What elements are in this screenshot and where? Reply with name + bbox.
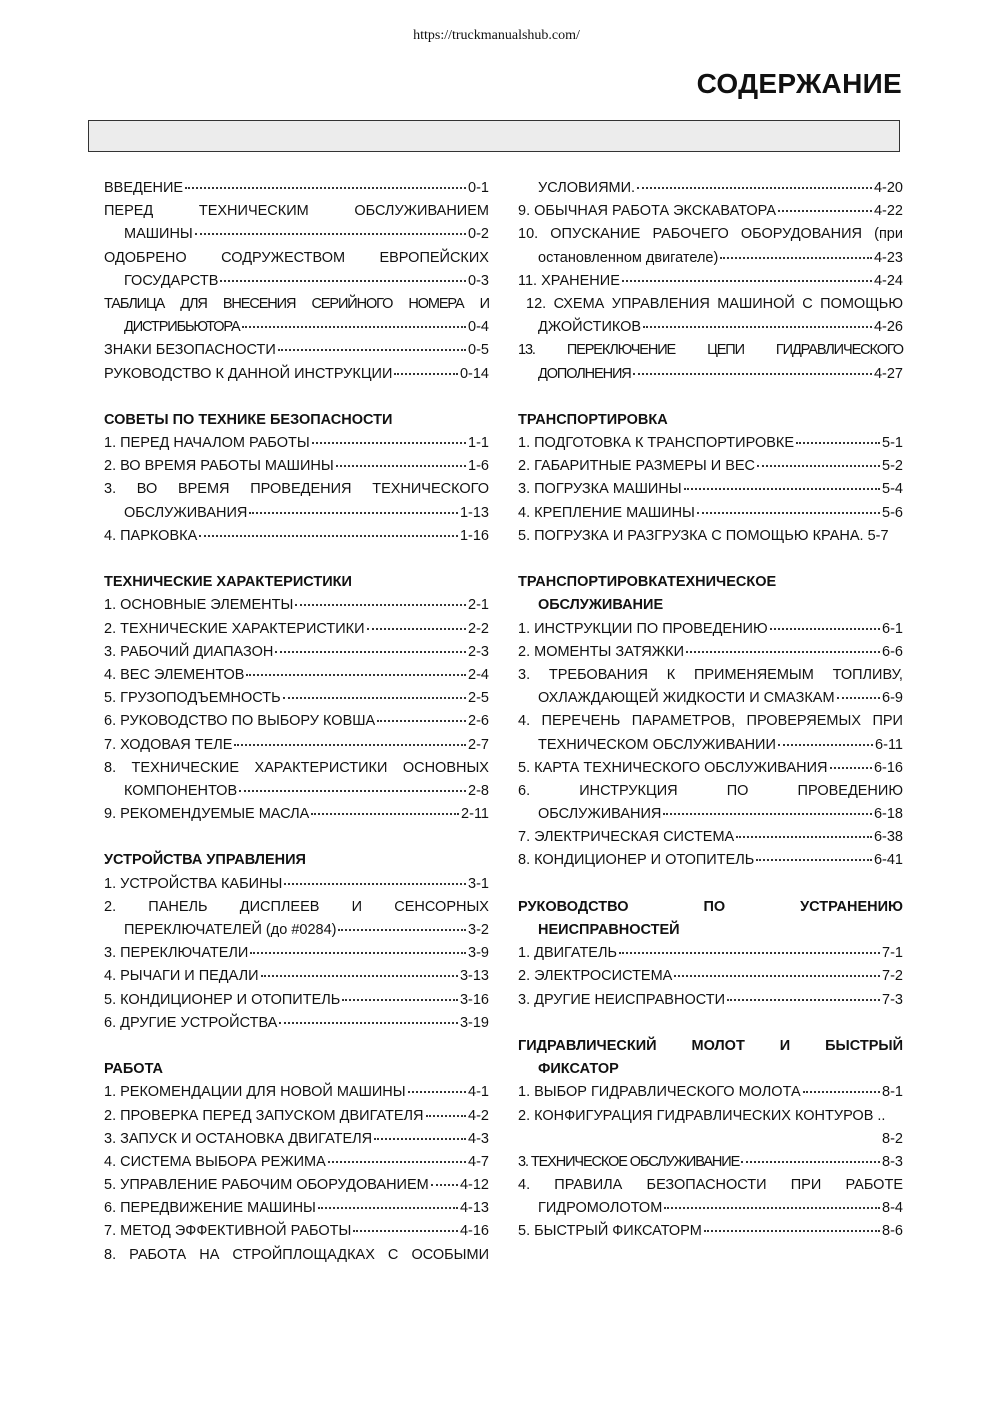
toc-entry: 5. КАРТА ТЕХНИЧЕСКОГО ОБСЛУЖИВАНИЯ 6-16 [518, 757, 903, 780]
toc-entry: 1. РЕКОМЕНДАЦИИ ДЛЯ НОВОЙ МАШИНЫ 4-1 [104, 1081, 489, 1104]
toc-entry: 3. ВО ВРЕМЯ ПРОВЕДЕНИЯ ТЕХНИЧЕСКОГО [104, 481, 489, 498]
source-url: https://truckmanualshub.com/ [413, 28, 580, 43]
toc-entry: 1. ПОДГОТОВКА К ТРАНСПОРТИРОВКЕ 5-1 [518, 432, 903, 455]
section-heading: РАБОТА [104, 1061, 163, 1078]
toc-entry: 5. УПРАВЛЕНИЕ РАБОЧИМ ОБОРУДОВАНИЕМ 4-12 [104, 1174, 489, 1197]
toc-entry: 12. СХЕМА УПРАВЛЕНИЯ МАШИНОЙ С ПОМОЩЬЮ [526, 295, 903, 312]
toc-entry: 7. ЭЛЕКТРИЧЕСКАЯ СИСТЕМА 6-38 [518, 826, 903, 849]
toc-entry: 4. ПЕРЕЧЕНЬ ПАРАМЕТРОВ, ПРОВЕРЯЕМЫХ ПРИ [518, 713, 903, 730]
toc-page-number: 8-2 [882, 1130, 903, 1147]
toc-entry: ДОПОЛНЕНИЯ 4-27 [518, 363, 903, 386]
toc-entry: 3. ТРЕБОВАНИЯ К ПРИМЕНЯЕМЫМ ТОПЛИВУ, [518, 666, 903, 683]
toc-entry: ГОСУДАРСТВ 0-3 [104, 270, 489, 293]
toc-entry: 2. ТЕХНИЧЕСКИЕ ХАРАКТЕРИСТИКИ 2-2 [104, 618, 489, 641]
toc-entry: ОБСЛУЖИВАНИЯ 6-18 [518, 803, 903, 826]
toc-entry: 3. ПЕРЕКЛЮЧАТЕЛИ 3-9 [104, 942, 489, 965]
section-heading: РУКОВОДСТВО ПО УСТРАНЕНИЮ [518, 898, 903, 915]
section-heading: НЕИСПРАВНОСТЕЙ [538, 922, 680, 938]
toc-entry: 4. ПАРКОВКА 1-16 [104, 525, 489, 548]
toc-entry: ДИСТРИБЬЮТОРА 0-4 [104, 316, 489, 339]
toc-entry: 10. ОПУСКАНИЕ РАБОЧЕГО ОБОРУДОВАНИЯ (при [518, 226, 903, 243]
toc-entry: 2. КОНФИГУРАЦИЯ ГИДРАВЛИЧЕСКИХ КОНТУРОВ .. [518, 1107, 886, 1124]
toc-entry: 1. ОСНОВНЫЕ ЭЛЕМЕНТЫ 2-1 [104, 594, 489, 617]
toc-entry: 6. ИНСТРУКЦИЯ ПО ПРОВЕДЕНИЮ [518, 782, 903, 799]
toc-entry: 5. ПОГРУЗКА И РАЗГРУЗКА С ПОМОЩЬЮ КРАНА. 5-7 [518, 527, 889, 544]
toc-entry: 3. ТЕХНИЧЕСКОЕ ОБСЛУЖИВАНИЕ 8-3 [518, 1151, 903, 1174]
toc-entry: 4. ПРАВИЛА БЕЗОПАСНОСТИ ПРИ РАБОТЕ [518, 1177, 903, 1194]
toc-entry: 4. РЫЧАГИ И ПЕДАЛИ 3-13 [104, 965, 489, 988]
toc-entry: РУКОВОДСТВО К ДАННОЙ ИНСТРУКЦИИ 0-14 [104, 363, 489, 386]
section-heading: ОБСЛУЖИВАНИЕ [538, 597, 664, 614]
toc-entry: УСЛОВИЯМИ. 4-20 [518, 177, 903, 200]
toc-entry: остановленном двигателе) 4-23 [518, 247, 903, 270]
section-heading: ГИДРАВЛИЧЕСКИЙ МОЛОТ И БЫСТРЫЙ [518, 1037, 903, 1054]
toc-entry: 4. ВЕС ЭЛЕМЕНТОВ 2-4 [104, 664, 489, 687]
section-heading: ТРАНСПОРТИРОВКА [518, 411, 668, 428]
toc-entry: 6. РУКОВОДСТВО ПО ВЫБОРУ КОВША 2-6 [104, 710, 489, 733]
toc-entry: 7. ХОДОВАЯ ТЕЛЕ 2-7 [104, 734, 489, 757]
toc-entry: 1. УСТРОЙСТВА КАБИНЫ 3-1 [104, 873, 489, 896]
toc-entry: 1. ДВИГАТЕЛЬ 7-1 [518, 942, 903, 965]
toc-entry: КОМПОНЕНТОВ 2-8 [104, 780, 489, 803]
toc-entry: 1. ПЕРЕД НАЧАЛОМ РАБОТЫ 1-1 [104, 432, 489, 455]
toc-entry: 5. БЫСТРЫЙ ФИКСАТОРМ 8-6 [518, 1220, 903, 1243]
toc-right-column [518, 177, 903, 1244]
toc-entry: 2. ГАБАРИТНЫЕ РАЗМЕРЫ И ВЕС 5-2 [518, 455, 903, 478]
page-title: СОДЕРЖАНИЕ [696, 68, 902, 99]
title-bar [88, 120, 900, 152]
toc-entry: 2. ПАНЕЛЬ ДИСПЛЕЕВ И СЕНСОРНЫХ [104, 898, 489, 915]
toc-entry: 4. КРЕПЛЕНИЕ МАШИНЫ 5-6 [518, 502, 903, 525]
toc-entry: ТЕХНИЧЕСКОМ ОБСЛУЖИВАНИИ 6-11 [518, 734, 903, 757]
toc-entry: ЗНАКИ БЕЗОПАСНОСТИ 0-5 [104, 339, 489, 362]
toc-entry: 11. ХРАНЕНИЕ 4-24 [518, 270, 903, 293]
toc-entry: ПЕРЕД ТЕХНИЧЕСКИМ ОБСЛУЖИВАНИЕМ [104, 203, 489, 220]
toc-entry: 2. ПРОВЕРКА ПЕРЕД ЗАПУСКОМ ДВИГАТЕЛЯ 4-2 [104, 1105, 489, 1128]
toc-entry: 6. ПЕРЕДВИЖЕНИЕ МАШИНЫ 4-13 [104, 1197, 489, 1220]
toc-entry: ТАБЛИЦА ДЛЯ ВНЕСЕНИЯ СЕРИЙНОГО НОМЕРА И [104, 295, 489, 312]
toc-entry: 8. РАБОТА НА СТРОЙПЛОЩАДКАХ С ОСОБЫМИ [104, 1246, 489, 1263]
toc-entry: 9. ОБЫЧНАЯ РАБОТА ЭКСКАВАТОРА 4-22 [518, 200, 903, 223]
toc-entry: 8. ТЕХНИЧЕСКИЕ ХАРАКТЕРИСТИКИ ОСНОВНЫХ [104, 759, 489, 776]
toc-entry: ОБСЛУЖИВАНИЯ 1-13 [104, 502, 489, 525]
toc-entry: ВВЕДЕНИЕ 0-1 [104, 177, 489, 200]
toc-entry: МАШИНЫ 0-2 [104, 223, 489, 246]
toc-entry: 1. ИНСТРУКЦИИ ПО ПРОВЕДЕНИЮ 6-1 [518, 618, 903, 641]
toc-entry: 2. МОМЕНТЫ ЗАТЯЖКИ 6-6 [518, 641, 903, 664]
toc-entry: ГИДРОМОЛОТОМ 8-4 [518, 1197, 903, 1220]
toc-entry: 4. СИСТЕМА ВЫБОРА РЕЖИМА 4-7 [104, 1151, 489, 1174]
section-heading: ТРАНСПОРТИРОВКАТЕХНИЧЕСКОЕ [518, 574, 777, 591]
toc-entry: 3. ПОГРУЗКА МАШИНЫ 5-4 [518, 478, 903, 501]
toc-entry: 1. ВЫБОР ГИДРАВЛИЧЕСКОГО МОЛОТА 8-1 [518, 1081, 903, 1104]
section-heading: СОВЕТЫ ПО ТЕХНИКЕ БЕЗОПАСНОСТИ [104, 411, 393, 428]
toc-entry: 13. ПЕРЕКЛЮЧЕНИЕ ЦЕПИ ГИДРАВЛИЧЕСКОГО [518, 342, 903, 359]
toc-entry: 9. РЕКОМЕНДУЕМЫЕ МАСЛА 2-11 [104, 803, 489, 826]
section-heading: ФИКСАТОР [538, 1061, 619, 1078]
section-heading: УСТРОЙСТВА УПРАВЛЕНИЯ [104, 852, 306, 869]
toc-entry: 2. ЭЛЕКТРОСИСТЕМА 7-2 [518, 965, 903, 988]
toc-entry: 7. МЕТОД ЭФФЕКТИВНОЙ РАБОТЫ 4-16 [104, 1220, 489, 1243]
toc-entry: 5. КОНДИЦИОНЕР И ОТОПИТЕЛЬ 3-16 [104, 989, 489, 1012]
toc-entry: 8. КОНДИЦИОНЕР И ОТОПИТЕЛЬ 6-41 [518, 849, 903, 872]
toc-entry: 5. ГРУЗОПОДЪЕМНОСТЬ 2-5 [104, 687, 489, 710]
toc-entry: 2. ВО ВРЕМЯ РАБОТЫ МАШИНЫ 1-6 [104, 455, 489, 478]
toc-entry: ПЕРЕКЛЮЧАТЕЛЕЙ (до #0284) 3-2 [104, 919, 489, 942]
section-heading: ТЕХНИЧЕСКИЕ ХАРАКТЕРИСТИКИ [104, 574, 352, 591]
toc-left-column [104, 177, 489, 1267]
toc-entry: 6. ДРУГИЕ УСТРОЙСТВА 3-19 [104, 1012, 489, 1035]
toc-entry: 3. ДРУГИЕ НЕИСПРАВНОСТИ 7-3 [518, 989, 903, 1012]
toc-entry: 3. РАБОЧИЙ ДИАПАЗОН 2-3 [104, 641, 489, 664]
toc-entry: ОХЛАЖДАЮЩЕЙ ЖИДКОСТИ И СМАЗКАМ 6-9 [518, 687, 903, 710]
toc-entry: 3. ЗАПУСК И ОСТАНОВКА ДВИГАТЕЛЯ 4-3 [104, 1128, 489, 1151]
toc-entry: ДЖОЙСТИКОВ 4-26 [518, 316, 903, 339]
toc-entry: ОДОБРЕНО СОДРУЖЕСТВОМ ЕВРОПЕЙСКИХ [104, 249, 489, 266]
